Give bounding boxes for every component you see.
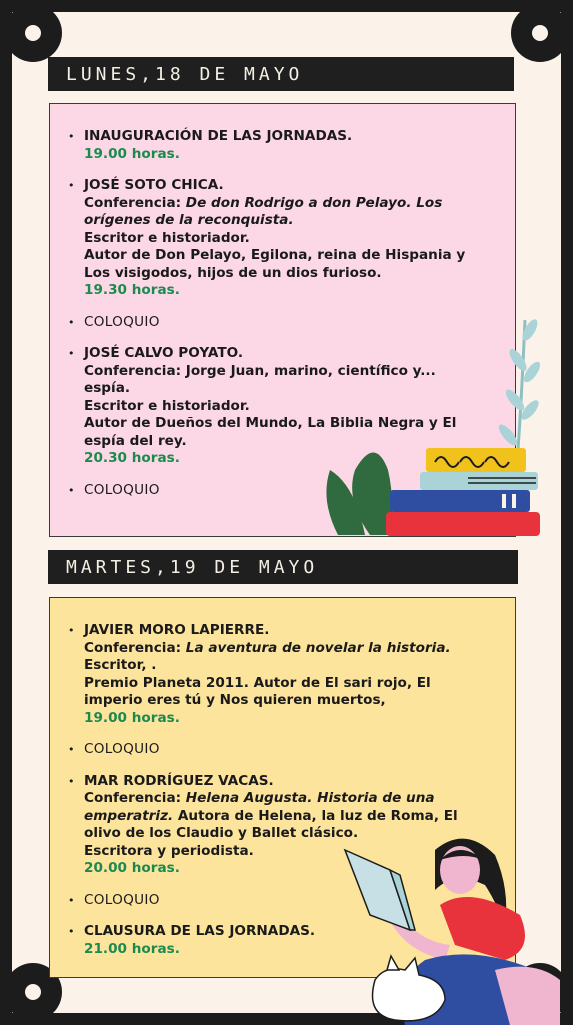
speaker-bio: Escritor e historiador. — [84, 397, 250, 414]
conference-prefix: Conferencia: — [84, 639, 186, 656]
speaker-name: • MAR RODRÍGUEZ VACAS. — [84, 772, 274, 789]
event-time: 21.00 horas. — [84, 940, 180, 957]
event-name: • CLAUSURA DE LAS JORNADAS. — [84, 923, 316, 939]
day-header-monday: LUNES,18 DE MAYO — [48, 57, 514, 91]
day-header-tuesday: MARTES,19 DE MAYO — [48, 550, 518, 584]
plant-and-books-illustration — [320, 310, 550, 540]
speaker-name: • JOSÉ SOTO CHICA. — [84, 177, 224, 193]
coloquio-label: COLOQUIO — [84, 891, 160, 908]
event-name: • INAUGURACIÓN DE LAS JORNADAS. — [84, 128, 353, 144]
speaker-name: • JAVIER MORO LAPIERRE. — [84, 622, 270, 638]
conference-prefix: Conferencia: — [84, 194, 186, 211]
event-time: 19.30 horas. — [84, 282, 180, 298]
speaker-bio: Autor de Dueños del Mundo, La Biblia Negra y El espía del rey. — [84, 415, 457, 449]
conference-title: La aventura de novelar la historia. — [185, 639, 451, 656]
coloquio-label: COLOQUIO — [84, 313, 160, 330]
conference-title: Helena Augusta. Historia de una emperatriz. — [84, 790, 435, 824]
event-time: 20.00 horas. — [84, 860, 180, 876]
woman-reading-with-cat-illustration — [335, 830, 565, 1025]
conference-title: De don Rodrigo a don Pelayo. Los orígenes de la reconquista. — [84, 194, 443, 228]
speaker-bio: Escritor, . — [84, 657, 157, 673]
conference-prefix: Conferencia: Jorge Juan, marino, científico y... espía. — [84, 362, 436, 396]
speaker-bio: Escritora y periodista. — [84, 842, 254, 859]
corner-decoration — [511, 4, 569, 62]
speaker-name: • JOSÉ CALVO POYATO. — [84, 345, 244, 361]
corner-decoration — [4, 4, 62, 62]
list-item — [68, 128, 468, 163]
speaker-bio: Autora de Helena, la luz de Roma, El olivo de los Claudio y Ballet clásico. — [84, 807, 458, 841]
coloquio-label: COLOQUIO — [84, 741, 160, 757]
list-item — [68, 741, 468, 759]
event-time: 20.30 horas. — [84, 450, 180, 466]
conference-prefix: Conferencia: — [84, 790, 186, 806]
event-time: 19.00 horas. — [84, 709, 180, 726]
speaker-bio: Escritor e historiador. — [84, 229, 250, 246]
list-item — [68, 177, 468, 300]
speaker-bio: Autor de Don Pelayo, Egilona, reina de Hispania y Los visigodos, hijos de un dios furioso. — [84, 247, 466, 281]
event-time: 19.00 horas. — [84, 145, 180, 162]
speaker-bio: Premio Planeta 2011. Autor de El sari rojo, El imperio eres tú y Nos quieren muertos, — [84, 674, 431, 708]
list-item — [68, 622, 468, 727]
coloquio-label: COLOQUIO — [84, 481, 160, 498]
